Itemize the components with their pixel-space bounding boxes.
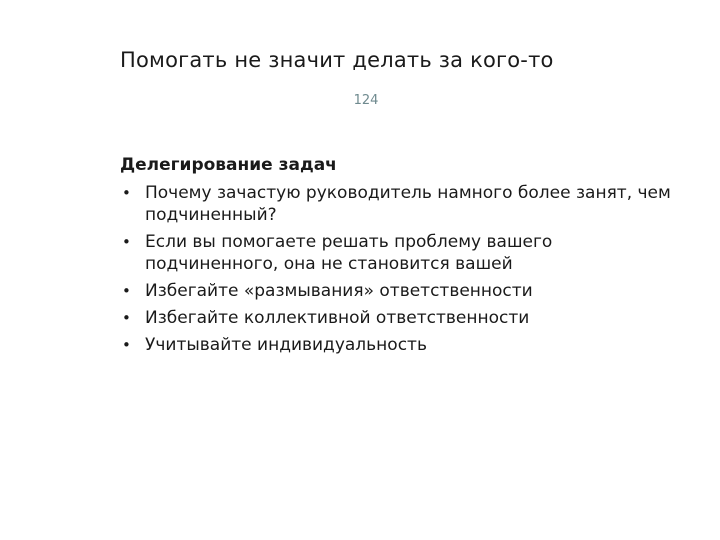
- bullet-text: Избегайте коллективной ответственности: [145, 308, 530, 328]
- bullet-marker: •: [122, 309, 131, 327]
- bullet-item: [120, 280, 680, 302]
- bullet-item: [120, 334, 680, 356]
- bullet-item: [120, 231, 680, 275]
- bullet-text: Учитывайте индивидуальность: [145, 335, 427, 355]
- bullet-marker: •: [122, 282, 131, 300]
- bullet-list: [120, 182, 680, 356]
- section-heading: Делегирование задач: [120, 155, 337, 175]
- bullet-text: Избегайте «размывания» ответственности: [145, 281, 533, 301]
- bullet-item: [120, 182, 680, 226]
- bullet-marker: •: [122, 336, 131, 354]
- bullet-marker: •: [122, 233, 131, 251]
- bullet-item: [120, 307, 680, 329]
- page-number: 124: [353, 93, 379, 108]
- bullet-marker: •: [122, 184, 131, 202]
- slide-content: [120, 154, 680, 361]
- bullet-text: Если вы помогаете решать проблему вашего подчиненного, она не становится вашей: [145, 232, 553, 274]
- bullet-text: Почему зачастую руководитель намного более занят, чем подчиненный?: [145, 183, 671, 225]
- slide-title: Помогать не значит делать за кого-то: [120, 48, 554, 72]
